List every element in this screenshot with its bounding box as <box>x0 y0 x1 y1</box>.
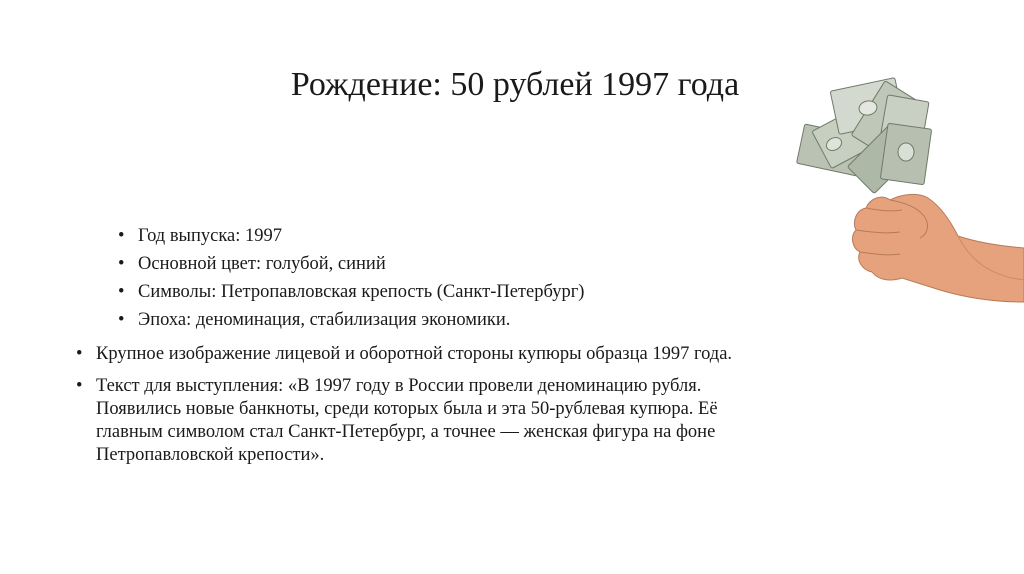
bullet-text: Эпоха: деноминация, стабилизация экономики. <box>138 310 511 330</box>
sub-bullet-release-year <box>116 222 896 250</box>
bullet-text: Крупное изображение лицевой и оборотной стороны купюры образца 1997 года. <box>96 344 733 364</box>
sub-bullet-main-color <box>116 250 896 278</box>
speech-line: главным символом стал Санкт-Петербург, а точнее — женская фигура на фоне <box>96 422 716 442</box>
speech-line: Появились новые банкноты, среди которых была и эта 50-рублевая купюра. Её <box>96 399 718 419</box>
speech-line: Текст для выступления: «В 1997 году в России провели деноминацию рубля. <box>96 376 702 396</box>
hand-holding-money-icon <box>790 70 1024 310</box>
bullet-dot: • <box>76 376 83 396</box>
slide-title: Рождение: 50 рублей 1997 года <box>290 66 740 103</box>
main-bullet-image <box>74 340 896 368</box>
bullet-dot: • <box>118 254 125 274</box>
bullet-list <box>76 222 896 368</box>
bullet-dot: • <box>76 344 83 364</box>
hand <box>853 194 1024 302</box>
speech-line: Петропавловской крепости». <box>96 445 325 465</box>
bullet-dot: • <box>118 226 125 246</box>
bullet-text: Основной цвет: голубой, синий <box>138 254 386 274</box>
bullet-text: Символы: Петропавловская крепость (Санкт-Петербург) <box>138 282 585 302</box>
sub-bullet-era <box>116 306 896 334</box>
bullet-dot: • <box>118 282 125 302</box>
speech-bullet <box>74 375 896 467</box>
bullet-dot: • <box>118 310 125 330</box>
bullet-text: Год выпуска: 1997 <box>138 226 283 246</box>
sub-bullet-symbols <box>116 278 896 306</box>
